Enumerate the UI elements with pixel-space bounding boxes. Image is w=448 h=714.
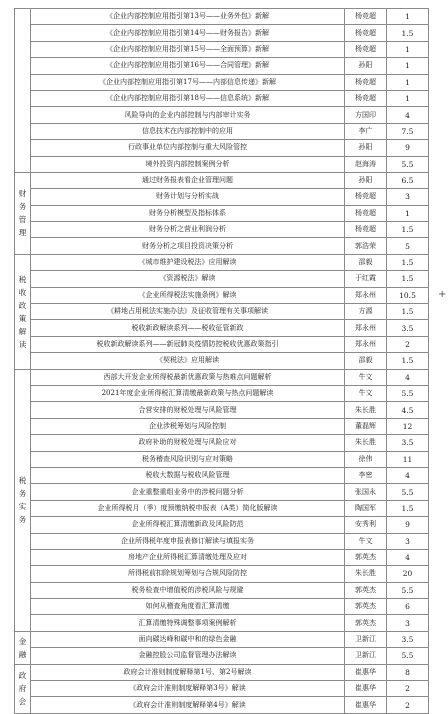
hours-cell: 6.5 [387, 172, 429, 188]
table-row [15, 599, 429, 615]
course-title-cell: 汇算清缴特殊调整事项案例解析 [31, 615, 345, 631]
course-title-cell: 《政府会计准则制度解释第3号》解读 [31, 681, 345, 697]
lecturer-cell: 崔惠华 [345, 681, 387, 697]
course-title-cell: 行政事业单位内部控制与重大风险管控 [31, 140, 345, 156]
lecturer-cell: 郑永州 [345, 320, 387, 336]
table-row [15, 353, 429, 369]
table-row [15, 123, 429, 139]
lecturer-cell: 孙阳 [345, 172, 387, 188]
hours-cell: 4 [387, 369, 429, 385]
course-title-cell: 2021年度企业所得税汇算清缴最新政策与热点问题解读 [31, 385, 345, 401]
table-row [15, 336, 429, 352]
table-row [15, 140, 429, 156]
hours-cell: 5 [387, 238, 429, 254]
lecturer-cell: 朱长胜 [345, 402, 387, 418]
course-table-body [15, 9, 429, 714]
course-title-cell: 财务分析之营业利润分析 [31, 222, 345, 238]
lecturer-cell: 张国永 [345, 484, 387, 500]
hours-cell: 4 [387, 467, 429, 483]
lecturer-cell: 杨竞超 [345, 25, 387, 41]
course-title-cell: 《城市维护建设税法》应用解读 [31, 254, 345, 270]
lecturer-cell: 于红霞 [345, 271, 387, 287]
lecturer-cell: 卫新江 [345, 631, 387, 647]
course-title-cell: 税收大数据与税收风险管理 [31, 467, 345, 483]
lecturer-cell: 杨竞超 [345, 74, 387, 90]
course-title-cell: 西部大开发企业所得税最新优惠政策与热难点问题解析 [31, 369, 345, 385]
hours-cell: 1 [387, 58, 429, 74]
course-title-cell: 《企业内部控制应用指引第13号——业务外包》新解 [31, 9, 345, 25]
hours-cell: 1 [387, 74, 429, 90]
hours-cell: 1 [387, 9, 429, 25]
lecturer-cell: 杨竞超 [345, 90, 387, 106]
lecturer-cell: 董磊辉 [345, 418, 387, 434]
course-title-cell: 《企业内部控制应用指引第14号——财务报告》新解 [31, 25, 345, 41]
category-cell: 财务管理 [15, 172, 31, 254]
lecturer-cell: 崔惠华 [345, 697, 387, 713]
course-title-cell: 税务检查中增值税的涉税风险与规避 [31, 582, 345, 598]
hours-cell: 1.5 [387, 271, 429, 287]
hours-cell: 4 [387, 107, 429, 123]
hours-cell: 12 [387, 418, 429, 434]
hours-cell: 1.5 [387, 304, 429, 320]
hours-cell: 3.5 [387, 631, 429, 647]
lecturer-cell: 牛文 [345, 385, 387, 401]
course-title-cell: 如何从稽查角度看汇算清缴 [31, 599, 345, 615]
lecturer-cell: 郭英杰 [345, 549, 387, 565]
hours-cell: 11 [387, 451, 429, 467]
hours-cell: 1 [387, 205, 429, 221]
table-row [15, 222, 429, 238]
course-title-cell: 税收新政解读系列——新冠肺炎疫情防控税收优惠政策指引 [31, 336, 345, 352]
table-row [15, 287, 429, 303]
course-table [14, 8, 429, 714]
table-row [15, 271, 429, 287]
hours-cell: 2 [387, 336, 429, 352]
hours-cell: 1.5 [387, 25, 429, 41]
course-title-cell: 《契税法》应用解读 [31, 353, 345, 369]
table-row [15, 681, 429, 697]
course-title-cell: 财务分析模型及指标体系 [31, 205, 345, 221]
table-row [15, 451, 429, 467]
course-title-cell: 合营安排的财税处理与风险管理 [31, 402, 345, 418]
hours-cell: 5.5 [387, 156, 429, 172]
course-title-cell: 《企业所得税法实施条例》解读 [31, 287, 345, 303]
lecturer-cell: 安秀利 [345, 517, 387, 533]
course-title-cell: 面向碳达峰和碳中和的绿色金融 [31, 631, 345, 647]
hours-cell: 8 [387, 664, 429, 680]
course-title-cell: 税务稽查风险识别与应对策略 [31, 451, 345, 467]
table-row [15, 615, 429, 631]
course-title-cell: 政府补助的财税处理与风险应对 [31, 435, 345, 451]
lecturer-cell: 孙阳 [345, 58, 387, 74]
lecturer-cell: 方国印 [345, 107, 387, 123]
table-row [15, 418, 429, 434]
hours-cell: 4.5 [387, 402, 429, 418]
course-title-cell: 政府会计准则制度解释第1号、第2号解读 [31, 664, 345, 680]
course-title-cell: 企业所得税年度申报表修订解读与填报实务 [31, 533, 345, 549]
table-row [15, 107, 429, 123]
hours-cell: 5.5 [387, 648, 429, 664]
hours-cell: 3 [387, 533, 429, 549]
table-row [15, 369, 429, 385]
lecturer-cell: 郭英杰 [345, 615, 387, 631]
table-row [15, 631, 429, 647]
table-row [15, 254, 429, 270]
lecturer-cell: 崔惠华 [345, 664, 387, 680]
lecturer-cell: 卫新江 [345, 648, 387, 664]
hours-cell: 6 [387, 599, 429, 615]
lecturer-cell: 牛文 [345, 369, 387, 385]
hours-cell: 1.5 [387, 353, 429, 369]
hours-cell: 3 [387, 615, 429, 631]
lecturer-cell: 朱长胜 [345, 435, 387, 451]
lecturer-cell: 杨竞超 [345, 189, 387, 205]
hours-cell: 1.5 [387, 222, 429, 238]
table-row [15, 467, 429, 483]
course-title-cell: 通过财务报表看企业管理问题 [31, 172, 345, 188]
course-title-cell: 《耕地占用税法实施办法》及征收管理有关事项解读 [31, 304, 345, 320]
course-title-cell: 风险导向的企业内部控制与内部审计实务 [31, 107, 345, 123]
table-row [15, 385, 429, 401]
table-row [15, 484, 429, 500]
table-row [15, 58, 429, 74]
table-row [15, 320, 429, 336]
lecturer-cell: 陶国军 [345, 500, 387, 516]
table-row [15, 25, 429, 41]
category-cell: 政府会 [15, 664, 31, 713]
course-title-cell: 税收新政解读系列——税收征管新政 [31, 320, 345, 336]
hours-cell: 2 [387, 697, 429, 713]
hours-cell: 3.5 [387, 435, 429, 451]
lecturer-cell: 孙阳 [345, 140, 387, 156]
table-row [15, 304, 429, 320]
course-title-cell: 《企业内部控制应用指引第15号——全面预算》新解 [31, 41, 345, 57]
hours-cell: 1 [387, 90, 429, 106]
course-title-cell: 信息技术在内部控制中的应用 [31, 123, 345, 139]
lecturer-cell: 郑永州 [345, 287, 387, 303]
table-row [15, 189, 429, 205]
category-cell: 税务实务 [15, 369, 31, 631]
lecturer-cell: 李密 [345, 467, 387, 483]
hours-cell: 3.5 [387, 320, 429, 336]
table-row [15, 41, 429, 57]
lecturer-cell: 杨竞超 [345, 205, 387, 221]
table-row [15, 9, 429, 25]
table-row [15, 549, 429, 565]
lecturer-cell: 郭英杰 [345, 582, 387, 598]
lecturer-cell: 方源 [345, 304, 387, 320]
table-row [15, 402, 429, 418]
category-cell: 税收政策解读 [15, 254, 31, 369]
lecturer-cell: 邵毅 [345, 254, 387, 270]
course-title-cell: 企业重整重组业务中的涉税问题分析 [31, 484, 345, 500]
hours-cell: 7.5 [387, 123, 429, 139]
hours-cell: 5.5 [387, 582, 429, 598]
hours-cell: 2 [387, 681, 429, 697]
lecturer-cell: 邵毅 [345, 353, 387, 369]
table-row [15, 517, 429, 533]
hours-cell: 4 [387, 549, 429, 565]
course-title-cell: 企业所得税汇算清缴新政及风险防范 [31, 517, 345, 533]
hours-cell: 9 [387, 517, 429, 533]
course-title-cell: 财务计划与分析实战 [31, 189, 345, 205]
table-row [15, 566, 429, 582]
lecturer-cell: 赵海涛 [345, 156, 387, 172]
hours-cell: 1.5 [387, 500, 429, 516]
lecturer-cell: 杨竞超 [345, 9, 387, 25]
hours-cell: 5.5 [387, 385, 429, 401]
course-title-cell: 《企业内部控制应用指引第18号——信息系统》新解 [31, 90, 345, 106]
cell-marker-plus[interactable]: + [438, 289, 447, 300]
lecturer-cell: 李广 [345, 123, 387, 139]
table-row [15, 664, 429, 680]
lecturer-cell: 郑永州 [345, 336, 387, 352]
course-title-cell: 财务分析之项目投资决策分析 [31, 238, 345, 254]
lecturer-cell: 徐伟 [345, 451, 387, 467]
hours-cell: 1 [387, 41, 429, 57]
table-row [15, 172, 429, 188]
table-row [15, 697, 429, 713]
table-row [15, 582, 429, 598]
table-row [15, 74, 429, 90]
table-row [15, 435, 429, 451]
table-row [15, 156, 429, 172]
lecturer-cell: 牛文 [345, 533, 387, 549]
course-title-cell: 《政府会计准则制度解释第4号》解读 [31, 697, 345, 713]
course-title-cell: 境外投资内部控制案例分析 [31, 156, 345, 172]
course-title-cell: 《资源税法》解读 [31, 271, 345, 287]
course-title-cell: 企业所得税月（季）度预缴纳税申报表（A类）简化版解读 [31, 500, 345, 516]
hours-cell: 20 [387, 566, 429, 582]
table-row [15, 500, 429, 516]
course-title-cell: 《企业内部控制应用指引第17号——内部信息传递》新解 [31, 74, 345, 90]
table-row [15, 648, 429, 664]
hours-cell: 10.5 [387, 287, 429, 303]
category-cell: 金融 [15, 631, 31, 664]
course-title-cell: 企业涉税筹划与风险控制 [31, 418, 345, 434]
course-title-cell: 《企业内部控制应用指引第16号——合同管理》新解 [31, 58, 345, 74]
course-title-cell: 所得税前扣除规划筹划与合规风险防控 [31, 566, 345, 582]
hours-cell: 5.5 [387, 484, 429, 500]
course-title-cell: 金融控股公司监督管理办法解读 [31, 648, 345, 664]
lecturer-cell: 杨竞超 [345, 222, 387, 238]
table-row [15, 533, 429, 549]
hours-cell: 9 [387, 140, 429, 156]
table-row [15, 90, 429, 106]
lecturer-cell: 杨竞超 [345, 41, 387, 57]
hours-cell: 1.5 [387, 254, 429, 270]
course-title-cell: 房地产企业所得税汇算清缴处理及应对 [31, 549, 345, 565]
table-row [15, 205, 429, 221]
lecturer-cell: 郭浩荣 [345, 238, 387, 254]
table-row [15, 238, 429, 254]
lecturer-cell: 郭英杰 [345, 599, 387, 615]
category-cell [15, 9, 31, 173]
hours-cell: 3 [387, 189, 429, 205]
lecturer-cell: 朱长胜 [345, 566, 387, 582]
